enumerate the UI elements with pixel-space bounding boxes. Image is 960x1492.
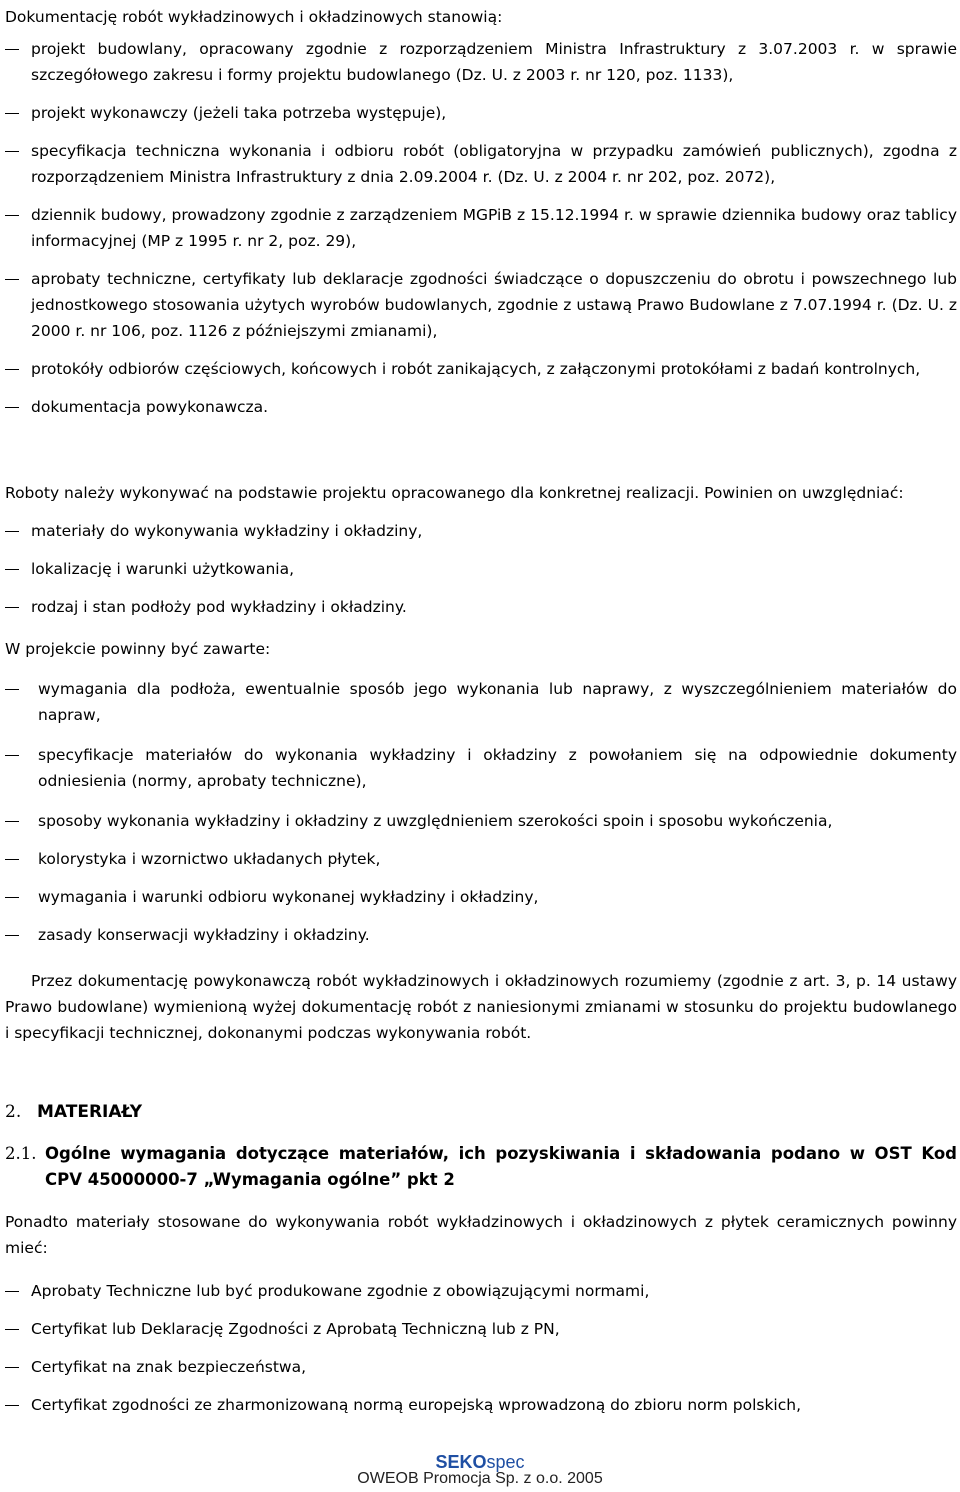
subsection-title: Ogólne wymagania dotyczące materiałów, ich pozyskiwania i składowania podano w OST Kod CPV 45000000-7 „Wymagania ogólne” pkt 2 — [45, 1144, 957, 1189]
sekospec-logo: SEKOspec — [435, 1452, 525, 1472]
list-item: materiały do wykonywania wykładziny i okładziny, — [5, 518, 957, 544]
footer-copyright: OWEOB Promocja Sp. z o.o. 2005 — [357, 1470, 603, 1487]
intro-paragraph: Dokumentację robót wykładzinowych i okładzinowych stanowią: — [5, 8, 503, 26]
list-item: projekt wykonawczy (jeżeli taka potrzeba występuje), — [5, 100, 957, 126]
section-title: MATERIAŁY — [37, 1102, 143, 1122]
project-paragraph: Roboty należy wykonywać na podstawie projektu opracowanego dla konkretnej realizacji. Powinien on uwzględniać: — [5, 484, 904, 502]
list-item: wymagania dla podłoża, ewentualnie sposób jego wykonania lub naprawy, z wyszczególnieniem materiałów do napraw, — [5, 676, 957, 728]
materials-paragraph: Ponadto materiały stosowane do wykonywania robót wykładzinowych i okładzinowych z płytek ceramicznych powinny mieć: — [5, 1213, 957, 1257]
certificates-list — [5, 1278, 957, 1430]
list-item: zasady konserwacji wykładziny i okładziny. — [5, 922, 957, 948]
project-contents-heading: W projekcie powinny być zawarte: — [5, 640, 271, 658]
list-item: lokalizację i warunki użytkowania, — [5, 556, 957, 582]
list-item: Certyfikat zgodności ze zharmonizowaną normą europejską wprowadzoną do zbioru norm polskich, — [5, 1392, 957, 1418]
list-item: dokumentacja powykonawcza. — [5, 394, 957, 420]
list-item: specyfikacje materiałów do wykonania wykładziny i okładziny z powołaniem się na odpowiednie dokumenty odniesienia (normy, aprobaty techniczne), — [5, 742, 957, 794]
list-item: wymagania i warunki odbioru wykonanej wykładziny i okładziny, — [5, 884, 957, 910]
project-contents-list — [5, 676, 957, 948]
list-item: Aprobaty Techniczne lub być produkowane zgodnie z obowiązującymi normami, — [5, 1278, 957, 1304]
list-item: kolorystyka i wzornictwo układanych płytek, — [5, 846, 957, 872]
section-heading-materials — [5, 1102, 142, 1122]
as-built-paragraph: Przez dokumentację powykonawczą robót wykładzinowych i okładzinowych rozumiemy (zgodnie z art. 3, p. 14 ustawy Prawo budowlane) wymienioną wyżej dokumentację robót z naniesionymi zmianami w stosunku do projektu budowlanego i specyfikacji technicznej, dokonanymi podczas wykonywania robót. — [5, 972, 957, 1042]
list-item: specyfikacja techniczna wykonania i odbioru robót (obligatoryjna w przypadku zamówień publicznych), zgodna z rozporządzeniem Ministra Infrastruktury z dnia 2.09.2004 r. (Dz. U. z 2004 r. nr 202, poz. 2072), — [5, 138, 957, 190]
list-item: dziennik budowy, prowadzony zgodnie z zarządzeniem MGPiB z 15.12.1994 r. w sprawie dziennika budowy oraz tablicy informacyjnej (MP z 1995 r. nr 2, poz. 29), — [5, 202, 957, 254]
list-item: protokóły odbiorów częściowych, końcowych i robót zanikających, z załączonymi protokółami z badań kontrolnych, — [5, 356, 957, 382]
list-item: aprobaty techniczne, certyfikaty lub deklaracje zgodności świadczące o dopuszczeniu do obrotu i powszechnego lub jednostkowego stosowania użytych wyrobów budowlanych, zgodnie z ustawą Prawo Budowlane z 7.07.1994 r. (Dz. U. z 2000 r. nr 106, poz. 1126 z późniejszymi zmianami), — [5, 266, 957, 344]
subsection-heading-general-requirements — [5, 1141, 957, 1193]
list-item: sposoby wykonania wykładziny i okładziny z uwzględnieniem szerokości spoin i sposobu wykończenia, — [5, 808, 957, 834]
documentation-list — [5, 36, 957, 432]
section-number: 2. — [5, 1102, 22, 1122]
list-item: projekt budowlany, opracowany zgodnie z rozporządzeniem Ministra Infrastruktury z 3.07.2003 r. w sprawie szczegółowego zakresu i formy projektu budowlanego (Dz. U. z 2003 r. nr 120, poz. 1133), — [5, 36, 957, 88]
list-item: rodzaj i stan podłoży pod wykładziny i okładziny. — [5, 594, 957, 620]
list-item: Certyfikat na znak bezpieczeństwa, — [5, 1354, 957, 1380]
project-scope-list — [5, 518, 957, 632]
subsection-number: 2.1. — [5, 1144, 37, 1163]
list-item: Certyfikat lub Deklarację Zgodności z Aprobatą Techniczną lub z PN, — [5, 1316, 957, 1342]
